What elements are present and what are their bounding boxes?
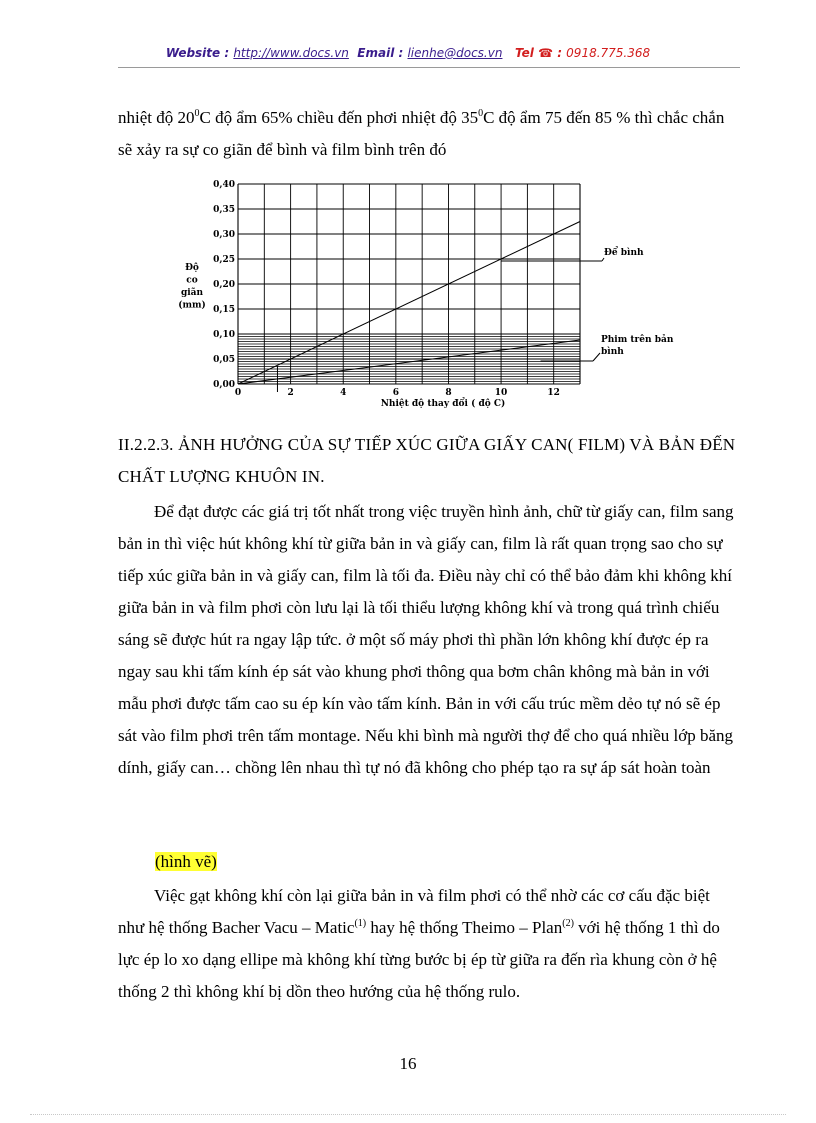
para3-text-1: Việc gạt không khí còn lại giữa bản in và film phơi có thể nhờ các cơ cấu đặc biệt như hệ thống Bacher Vacu – Matic — [118, 886, 710, 937]
y-tick-label: 0,40 — [213, 180, 235, 190]
intro-paragraph — [118, 102, 738, 166]
series-2-leader-tick — [593, 353, 600, 361]
series-line-1 — [238, 222, 580, 385]
series-1-label: Để bình — [604, 248, 644, 258]
intro-text-2: C độ ẩm 65% chiều đến phơi nhiệt độ 35 — [199, 108, 479, 127]
x-tick-label: 4 — [340, 388, 347, 398]
bottom-border — [30, 1114, 786, 1115]
y-tick-label: 0,10 — [213, 330, 235, 340]
email-label: Email : — [357, 46, 408, 60]
y-axis-label: giãn — [180, 288, 204, 298]
series-2-label: bình — [601, 347, 624, 357]
x-tick-label: 12 — [547, 388, 560, 398]
x-tick-label: 8 — [445, 388, 452, 398]
y-axis-label: Độ — [185, 263, 199, 273]
website-link[interactable]: http://www.docs.vn — [233, 46, 349, 60]
y-tick-label: 0,25 — [213, 255, 235, 265]
para3-text-2: hay hệ thống Theimo – Plan — [366, 918, 563, 937]
y-tick-label: 0,20 — [213, 280, 235, 290]
x-axis-label: Nhiệt độ thay đổi ( độ C) — [380, 399, 506, 409]
footnote-ref-1: (1) — [354, 918, 367, 929]
website-label: Website : — [165, 46, 234, 60]
page-number: 16 — [399, 1054, 417, 1073]
intro-text-3: C độ ẩm 75 đến 85 % thì chắc chắn sẽ xảy ra sự co giãn để bình và film bình trên đó — [118, 108, 725, 159]
expansion-chart — [170, 170, 674, 420]
header-divider — [118, 67, 740, 68]
y-tick-label: 0,30 — [213, 230, 235, 240]
tel-label: Tel ☎ : — [515, 46, 567, 60]
series-1-leader-tick — [602, 258, 604, 261]
tel-number: 0918.775.368 — [566, 46, 651, 60]
email-link[interactable]: lienhe@docs.vn — [407, 46, 503, 60]
y-tick-label: 0,15 — [213, 305, 235, 315]
y-tick-label: 0,00 — [213, 380, 235, 390]
section-heading: II.2.2.3. ẢNH HƯỞNG CỦA SỰ TIẾP XÚC GIỮA GIẤY CAN( FILM) VÀ BẢN ĐẾN CHẤT LƯỢNG KHUÔN IN. — [118, 435, 736, 486]
x-tick-label: 10 — [494, 388, 508, 398]
body-paragraph-1: Để đạt được các giá trị tốt nhất trong việc truyền hình ảnh, chữ từ giấy can, film sang bản in thì việc hút không khí từ giữa bản in và giấy can, film là rất quan trọng sao cho sự tiếp xúc giữa bản in và giấy can, film là tối đa. Điều này chỉ có thể bảo đảm khi không khí giữa bản in và film phơi còn lưu lại là tối thiểu lượng không khí và trong quá trình chiếu sáng sẽ được hút ra ngay lập tức. ở một số máy phơi thì phần lớn không khí được ép ra ngay sau khi tấm kính ép sát vào khung phơi thông qua bơm chân không mà bản in với mẫu phơi được tấm cao su ép kín vào tấm kính. Bản in với cấu trúc mềm dẻo tự nó sẽ ép sát vào film phơi trên tấm montage. Nếu khi bình mà người thợ để cho quá nhiều lớp băng dính, giấy can… chồng lên nhau thì tự nó đã không cho phép tạo ra sự áp sát hoàn toàn — [118, 502, 734, 777]
para3-text-3: với hệ thống 1 thì do lực ép lo xo dạng ellipe mà không khí từng bước bị ép từ giữa ra đến rìa khung còn ở hệ thống 2 thì không khí bị dồn theo hướng của hệ thống rulo. — [118, 918, 720, 1001]
degree-sup-1: 0 — [194, 108, 200, 119]
x-tick-label: 0 — [234, 388, 242, 398]
x-tick-label: 6 — [392, 388, 399, 398]
x-tick-label: 2 — [287, 388, 294, 398]
body-paragraph-2 — [118, 880, 738, 1008]
y-tick-label: 0,05 — [213, 355, 235, 365]
y-axis-label: co — [186, 275, 198, 286]
figure-reference — [155, 848, 217, 876]
intro-text-1: nhiệt độ 20 — [118, 108, 195, 127]
footnote-ref-2: (2) — [562, 918, 574, 929]
series-2-label: Phim trên bản — [601, 335, 674, 345]
degree-sup-2: 0 — [478, 108, 484, 119]
figure-reference-text: (hình vẽ) — [155, 852, 217, 871]
y-tick-label: 0,35 — [213, 205, 235, 215]
y-axis-label: (mm) — [178, 300, 206, 311]
page-header — [0, 46, 816, 60]
